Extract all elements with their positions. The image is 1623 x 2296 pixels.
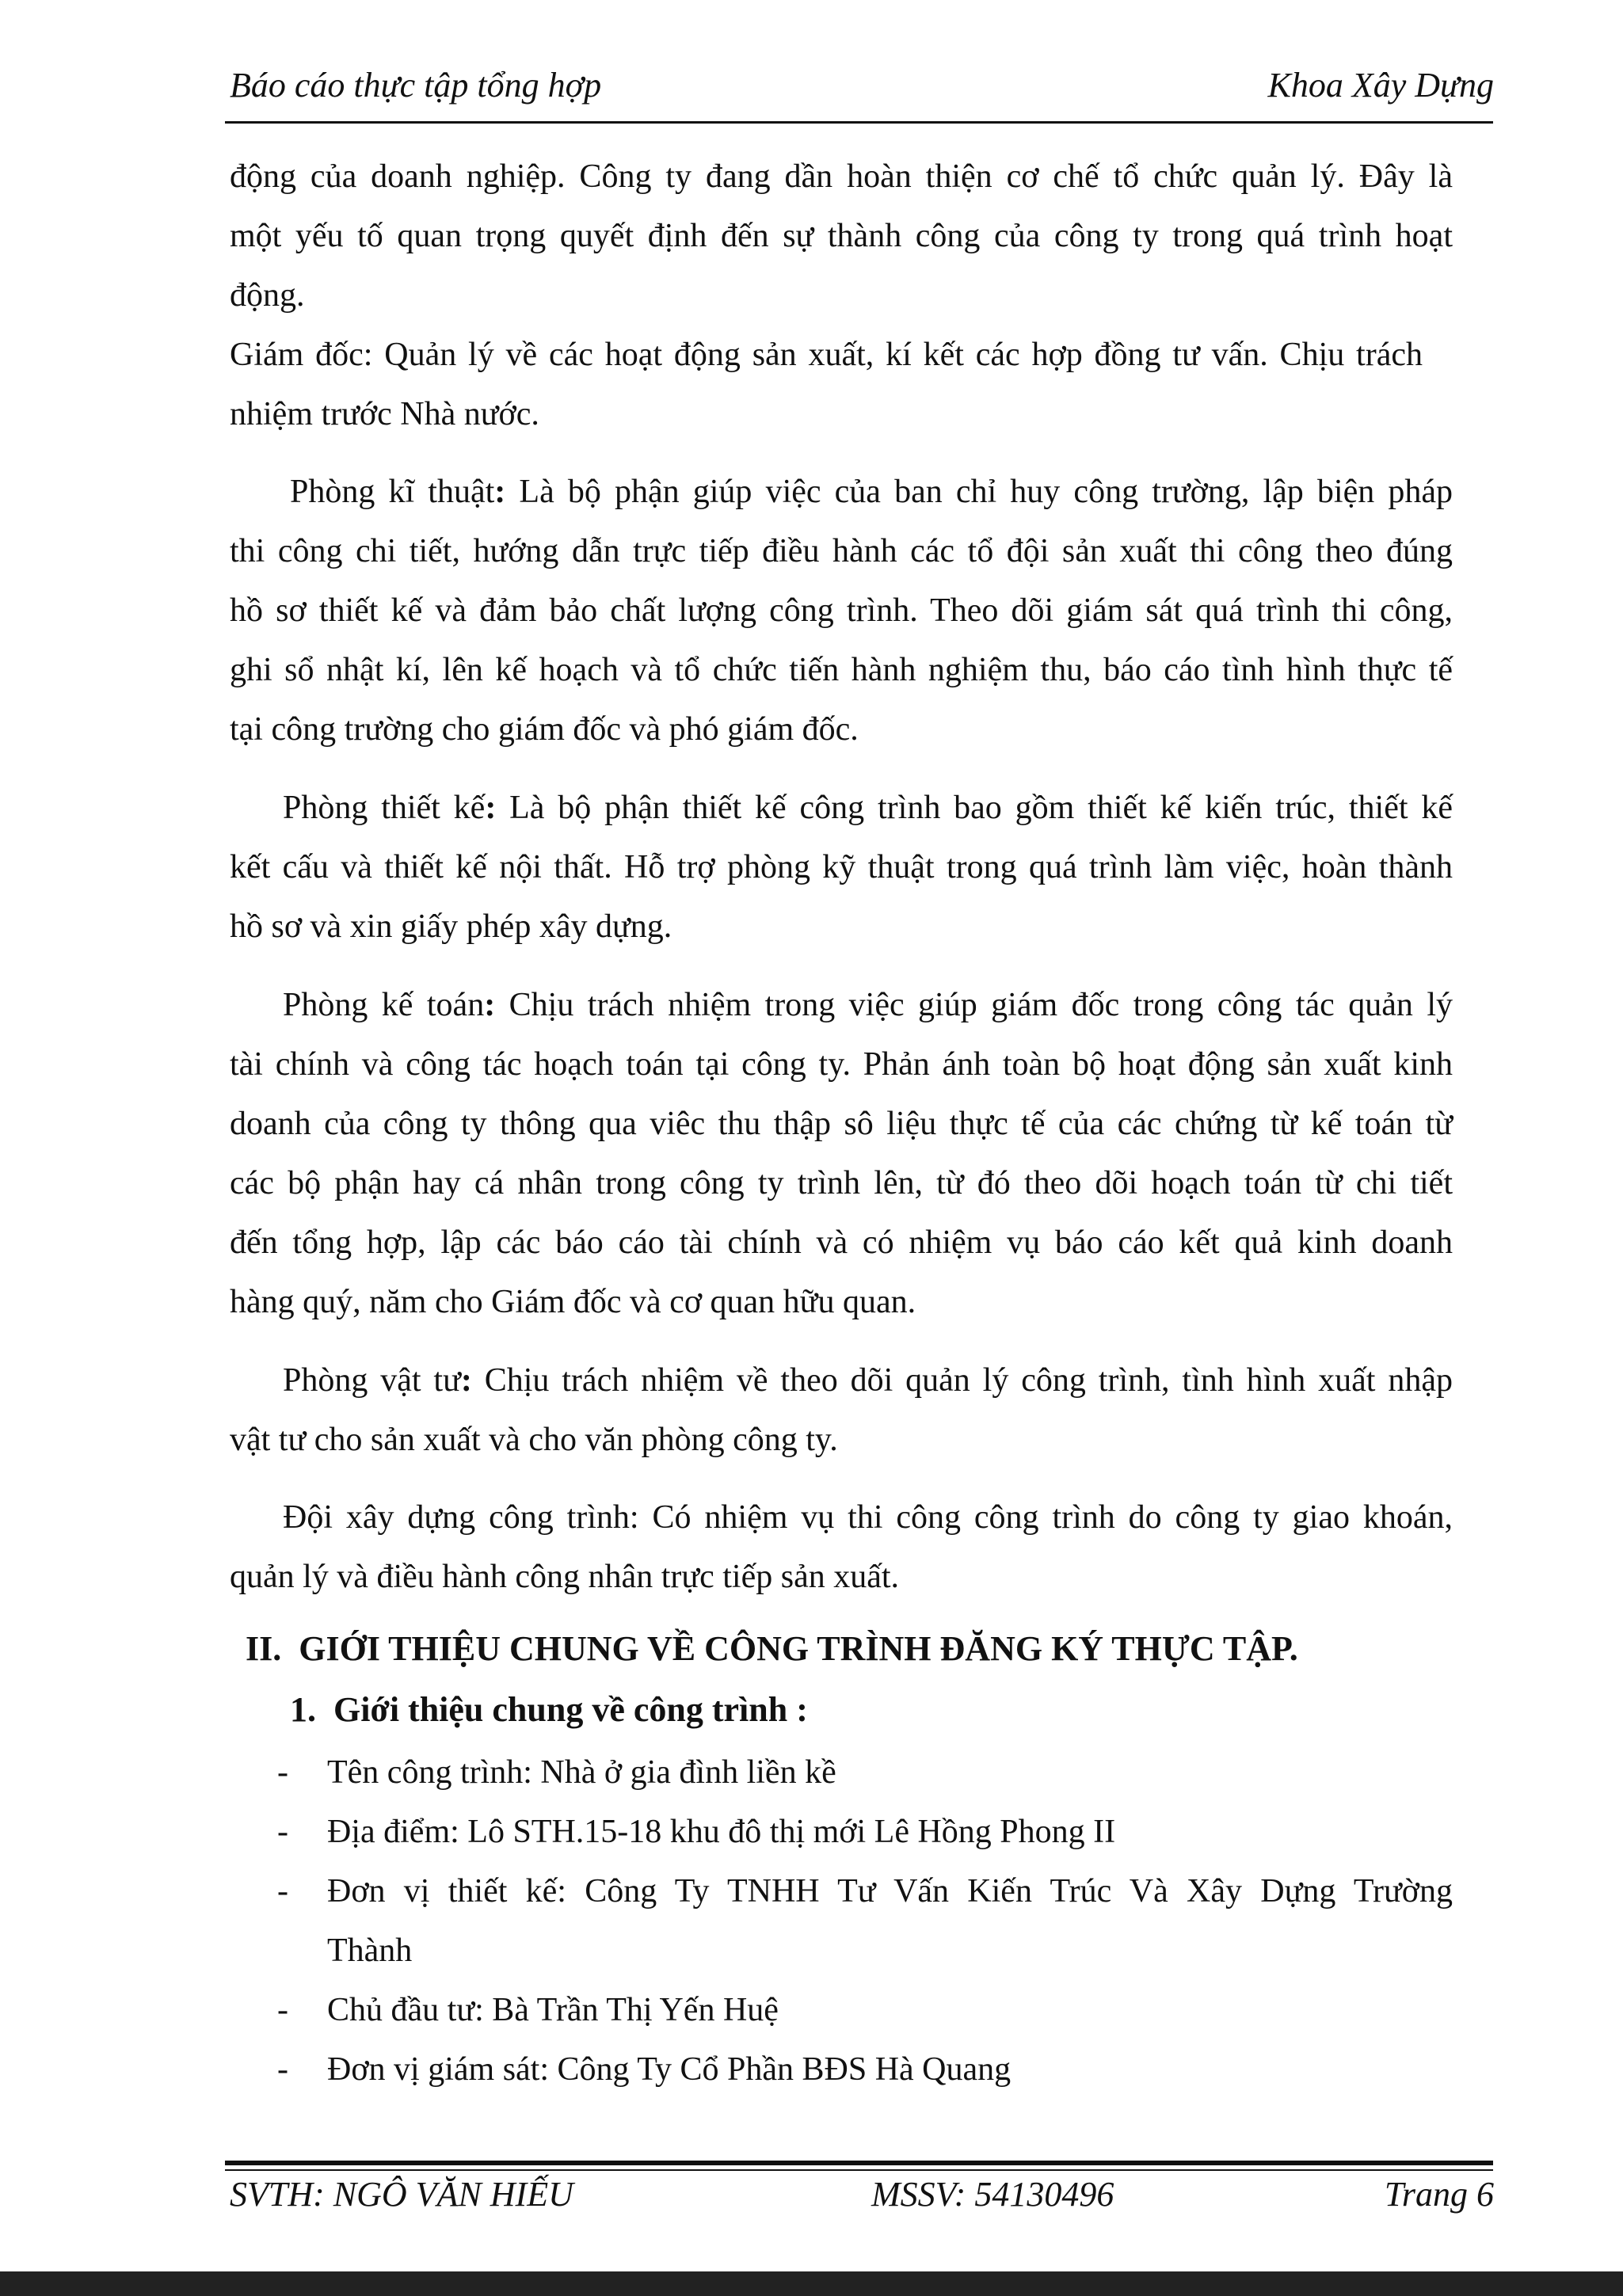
text-line: hàng quý, năm cho Giám đốc và cơ quan hữu quan.: [230, 1284, 916, 1320]
lead-colon: :: [460, 1362, 472, 1399]
header-rule: [225, 121, 1493, 124]
paragraph-lead: Phòng thiết kế: [283, 790, 486, 826]
paragraph-first-line: [283, 988, 1453, 1022]
paragraph-lead: Phòng kĩ thuật: [290, 474, 495, 510]
paragraph-first-line: [283, 791, 1453, 824]
paragraph-lead: Phòng kế toán: [283, 987, 485, 1023]
text-line: các bộ phận hay cá nhân trong công ty trình lên, từ đó theo dõi hoạch toán từ chi tiết: [230, 1165, 1453, 1201]
list-item: Đơn vị thiết kế: Công Ty TNHH Tư Vấn Kiến Trúc Và Xây Dựng Trường: [327, 1873, 1453, 1910]
text-line: hồ sơ thiết kế và đảm bảo chất lượng công trình. Theo dõi giám sát quá trình thi công,: [230, 592, 1453, 629]
list-dash: -: [277, 1754, 288, 1791]
footer-rule-thin: [225, 2169, 1493, 2171]
lead-colon: :: [485, 790, 497, 826]
paragraph-lead: Phòng vật tư: [283, 1362, 461, 1399]
text-line: nhiệm trước Nhà nước.: [230, 396, 539, 432]
paragraph-first-line: [290, 475, 1453, 508]
subsection-heading: 1. Giới thiệu chung về công trình :: [290, 1690, 808, 1729]
section-heading: II. GIỚI THIỆU CHUNG VỀ CÔNG TRÌNH ĐĂNG KÝ THỰC TẬP.: [246, 1629, 1298, 1668]
list-item: Đơn vị giám sát: Công Ty Cổ Phần BĐS Hà Quang: [327, 2051, 1012, 2088]
lead-colon: :: [484, 987, 496, 1023]
list-dash: -: [277, 2051, 288, 2088]
paragraph-first-rest: Chịu trách nhiệm về theo dõi quản lý công trình, tình hình xuất nhập: [471, 1362, 1453, 1399]
footer-rule-thick: [225, 2161, 1493, 2165]
text-line: thi công chi tiết, hướng dẫn trực tiếp điều hành các tổ đội sản xuất thi công theo đúng: [230, 533, 1453, 569]
text-line: một yếu tố quan trọng quyết định đến sự thành công của công ty trong quá trình hoạt: [230, 218, 1453, 254]
footer-page-number: Trang 6: [1384, 2175, 1494, 2214]
footer-student-id: MSSV: 54130496: [871, 2175, 1114, 2214]
text-line: vật tư cho sản xuất và cho văn phòng công ty.: [230, 1422, 838, 1458]
text-line: hồ sơ và xin giấy phép xây dựng.: [230, 908, 672, 945]
text-line: động của doanh nghiệp. Công ty đang dần hoàn thiện cơ chế tổ chức quản lý. Đây là: [230, 158, 1453, 195]
paragraph-first-rest: Là bộ phận giúp việc của ban chỉ huy công trường, lập biện pháp: [505, 474, 1453, 510]
text-line: ghi sổ nhật kí, lên kế hoạch và tổ chức tiến hành nghiệm thu, báo cáo tình hình thực tế: [230, 652, 1453, 688]
list-item-continuation: Thành: [327, 1932, 413, 1969]
text-line: động.: [230, 277, 305, 314]
text-line: đến tổng hợp, lập các báo cáo tài chính và có nhiệm vụ báo cáo kết quả kinh doanh: [230, 1224, 1453, 1261]
text-line: Giám đốc: Quản lý về các hoạt động sản xuất, kí kết các hợp đồng tư vấn. Chịu trách: [230, 337, 1423, 373]
text-line: tại công trường cho giám đốc và phó giám đốc.: [230, 711, 859, 748]
header-left: Báo cáo thực tập tổng hợp: [230, 66, 602, 105]
paragraph-first-line: [283, 1364, 1453, 1397]
lead-colon: :: [494, 474, 506, 510]
header-right: Khoa Xây Dựng: [1267, 66, 1494, 105]
paragraph-first-rest: Chịu trách nhiệm trong việc giúp giám đốc trong công tác quản lý: [495, 987, 1453, 1023]
list-item: Chủ đầu tư: Bà Trần Thị Yến Huệ: [327, 1992, 779, 2028]
list-item: Tên công trình: Nhà ở gia đình liền kề: [327, 1754, 836, 1791]
list-item: Địa điểm: Lô STH.15-18 khu đô thị mới Lê Hồng Phong II: [327, 1814, 1116, 1850]
text-line: doanh của công ty thông qua viêc thu thập sô liệu thực tế của các chứng từ kế toán từ: [230, 1106, 1453, 1142]
list-dash: -: [277, 1814, 288, 1850]
footer-student: SVTH: NGÔ VĂN HIẾU: [230, 2175, 573, 2214]
text-line: kết cấu và thiết kế nội thất. Hỗ trợ phòng kỹ thuật trong quá trình làm việc, hoàn thành: [230, 849, 1453, 885]
paragraph-first-rest: Là bộ phận thiết kế công trình bao gồm thiết kế kiến trúc, thiết kế: [496, 790, 1453, 826]
list-dash: -: [277, 1992, 288, 2028]
text-line: tài chính và công tác hoạch toán tại công ty. Phản ánh toàn bộ hoạt động sản xuất kinh: [230, 1046, 1453, 1083]
text-line: Đội xây dựng công trình: Có nhiệm vụ thi công công trình do công ty giao khoán,: [283, 1499, 1453, 1536]
text-line: quản lý và điều hành công nhân trực tiếp sản xuất.: [230, 1559, 900, 1595]
scan-bottom-edge: [0, 2271, 1623, 2296]
list-dash: -: [277, 1873, 288, 1910]
